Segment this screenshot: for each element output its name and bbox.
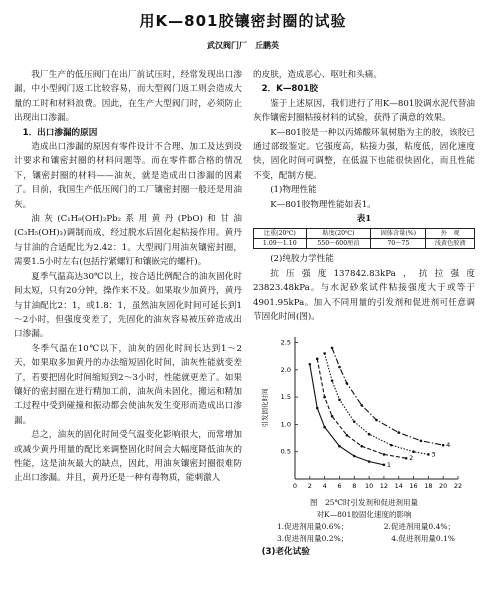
data-point — [338, 398, 341, 401]
paragraph: 鉴于上述原因，我们进行了用K—801胶调水泥代替油灰作镶密封圈粘接材料的试验，获得了满意的效果。 — [253, 98, 475, 124]
paragraph: (2)纯胶力学性能 — [270, 254, 334, 265]
y-tick-label: 1.5 — [280, 392, 291, 401]
data-point — [442, 443, 445, 446]
data-point — [383, 453, 386, 456]
table-header-row — [254, 229, 475, 239]
section-heading: (3)老化试验 — [261, 546, 310, 557]
data-point — [420, 439, 423, 442]
paragraph: 冬季气温在10℃以下，油灰的固化时间长达到1～2天，如果取多加黄丹的办法缩短固化时间，油灰性能就变差了，若要把固化时间缩短到2～3小时，性能就更差了。如果镶好的密封圈在进行精加工前，油灰尚未固化，搬运和精加工过程中受到碰撞和振动都会使油灰发生变形而造成出口渗漏。 — [14, 343, 242, 426]
y-tick-label: 2.5 — [280, 337, 291, 346]
table-header-cell: 固体含量(%) — [371, 229, 426, 239]
x-tick-label: 18 — [424, 481, 433, 490]
paragraph: 总之，油灰的固化时间受气温变化影响很大，而常增加或减少黄丹用量的配比来调整固化时间会大幅度降低油灰的性能，这是油灰最大的缺点，因此，用油灰镶密封圈很难防止出口渗漏。并且，黄丹还是一种有毒物质，能刺激人 — [14, 430, 242, 484]
left-column — [14, 68, 242, 486]
table-cell: 1.09～1.10 — [254, 239, 307, 249]
series-label: 2 — [409, 453, 414, 462]
figure-legend-row — [253, 521, 475, 533]
series-line-4 — [332, 347, 443, 444]
x-tick-label: 6 — [337, 481, 342, 490]
table-row — [254, 239, 475, 249]
data-point — [338, 444, 341, 447]
table-1 — [253, 228, 475, 249]
data-point — [316, 406, 319, 409]
series-label: 1 — [386, 460, 392, 469]
paragraph: (1)物理性能 — [270, 185, 317, 196]
figure-legend-item: 2.促进剂用量0.4%； — [383, 521, 455, 531]
page-title: 用K—801胶镶密封圈的试验 — [139, 12, 347, 30]
table-cell: 550～600厘泊 — [306, 239, 371, 249]
data-point — [412, 450, 415, 453]
figure-caption-line: 图 25℃时引发剂和促进剂用量 — [310, 497, 418, 507]
paragraph: 夏季气温高达30℃以上，按合适比例配合的油灰固化时间太短，只有20分钟，操作来不及。如果取少加黄丹，黄丹与甘油配比2：1，或1.8：1，虽然油灰固化时间可延长到1～2小时，但强度变差了，先固化的油灰容易被压碎造成出口渗漏。 — [14, 271, 242, 340]
data-point — [390, 443, 393, 446]
data-point — [360, 444, 363, 447]
section-heading: 1．出口渗漏的原因 — [22, 127, 98, 138]
author-line: 武汉阀门厂 丘鹏英 — [207, 40, 279, 50]
data-point — [331, 346, 334, 349]
chart-svg — [253, 329, 475, 497]
data-point — [368, 460, 371, 463]
table-header-cell: 比重(20℃) — [254, 229, 307, 239]
data-point — [346, 382, 349, 385]
table-header-cell: 外 观 — [426, 229, 475, 239]
data-point — [331, 379, 334, 382]
data-point — [360, 403, 363, 406]
figure-legend-row — [253, 533, 475, 545]
data-point — [331, 414, 334, 417]
x-tick-label: 4 — [322, 481, 327, 490]
y-tick-label: 1.0 — [280, 419, 291, 428]
y-tick-label: 2.0 — [280, 365, 291, 374]
data-point — [316, 357, 319, 360]
series-label: 4 — [446, 440, 451, 449]
data-point — [427, 453, 430, 456]
y-axis-label: 引发固化时间 — [261, 388, 269, 427]
data-point — [375, 418, 378, 421]
x-tick-label: 2 — [307, 481, 312, 490]
paragraph: 的皮肤，造成恶心、呕吐和头痛。 — [253, 70, 382, 80]
table-cell: 浅黄色胶液 — [426, 239, 475, 249]
figure-legend-item: 4.促进剂用量0.1% — [391, 533, 455, 543]
paragraph: K—801胶是一种以丙烯酸环氧树脂为主的胶，该胶已通过部级鉴定。它强度高，粘接力强，粘度低，固化速度快，固化时间可调整，在低温下也能很快固化，而且性能不变，配制方便。 — [253, 127, 475, 181]
x-tick-label: 0 — [292, 481, 298, 490]
paragraph: 造成出口渗漏的原因有零件设计不合理、加工及达到设计要求和镶密封圈的材料问题等。而在零件都合格的情况下，镶密封圈的材料——油灰，就是造成出口渗漏的因素了。目前，我国生产低压阀门的工厂镶密封圈一般还是用油灰。 — [14, 142, 242, 210]
data-point — [309, 363, 312, 366]
x-tick-label: 12 — [379, 481, 389, 490]
data-point — [397, 431, 400, 434]
figure-legend-item: 3.促进剂用量0.2%； — [277, 533, 349, 543]
series-label: 3 — [431, 449, 436, 458]
series-line-3 — [325, 353, 429, 454]
data-point — [383, 463, 386, 466]
x-tick-label: 16 — [409, 481, 418, 490]
section-heading: 2．K—801胶 — [261, 84, 318, 95]
paragraph: K—801胶物理性能如表1。 — [270, 199, 376, 210]
x-tick-label: 20 — [439, 481, 448, 490]
x-tick-label: 10 — [364, 481, 374, 490]
figure-caption — [253, 497, 475, 545]
data-point — [323, 352, 326, 355]
table-cell: 70～75 — [371, 239, 426, 249]
cure-time-chart — [253, 329, 475, 497]
paragraph: 我厂生产的低压阀门在出厂前试压时，经常发现出口渗漏，中小型阀门返工比较容易，而大型阀门返工则会造成大量的工时和材料浪费。因此，在生产大型阀门时，必须防止出现出口渗漏。 — [14, 70, 242, 124]
paragraph: 抗压强度137842.83kPa，抗拉强度23823.48kPa。与水泥砂浆试件粘接强度大于或等于4901.95kPa。加入不同用量的引发剂和促进剂可任意调节固化时间(图)。 — [253, 268, 475, 323]
figure-caption-line: 对K—801胶固化速度的影响 — [316, 509, 412, 519]
figure-legend-item: 1.促进剂用量0.6%； — [277, 521, 349, 531]
x-tick-label: 8 — [352, 481, 357, 490]
data-point — [353, 454, 356, 457]
data-point — [353, 420, 356, 423]
data-point — [338, 365, 341, 368]
data-point — [323, 425, 326, 428]
paragraph: 油灰(C₁H₉(OH)₂Pb₂系用黄丹(PbO)和甘油(C₃H₅(OH)₃)调制而成，经过脱水后固化起粘接作用。黄丹与甘油的合适配比为2.42：1。大型阀门用油灰镶密封圈，需要1.5小时左右(包括拧紧螺钉和镶嵌完的螺杆)。 — [14, 214, 242, 268]
y-tick-label: 0.5 — [280, 447, 291, 456]
data-point — [405, 456, 408, 459]
x-tick-label: 14 — [394, 481, 403, 490]
data-point — [346, 434, 349, 437]
right-column — [253, 68, 475, 559]
table-header-cell: 粘度(20℃) — [306, 229, 371, 239]
x-tick-label: 22 — [453, 481, 463, 490]
data-point — [368, 432, 371, 435]
data-point — [323, 395, 326, 398]
table-caption: 表1 — [356, 214, 372, 225]
